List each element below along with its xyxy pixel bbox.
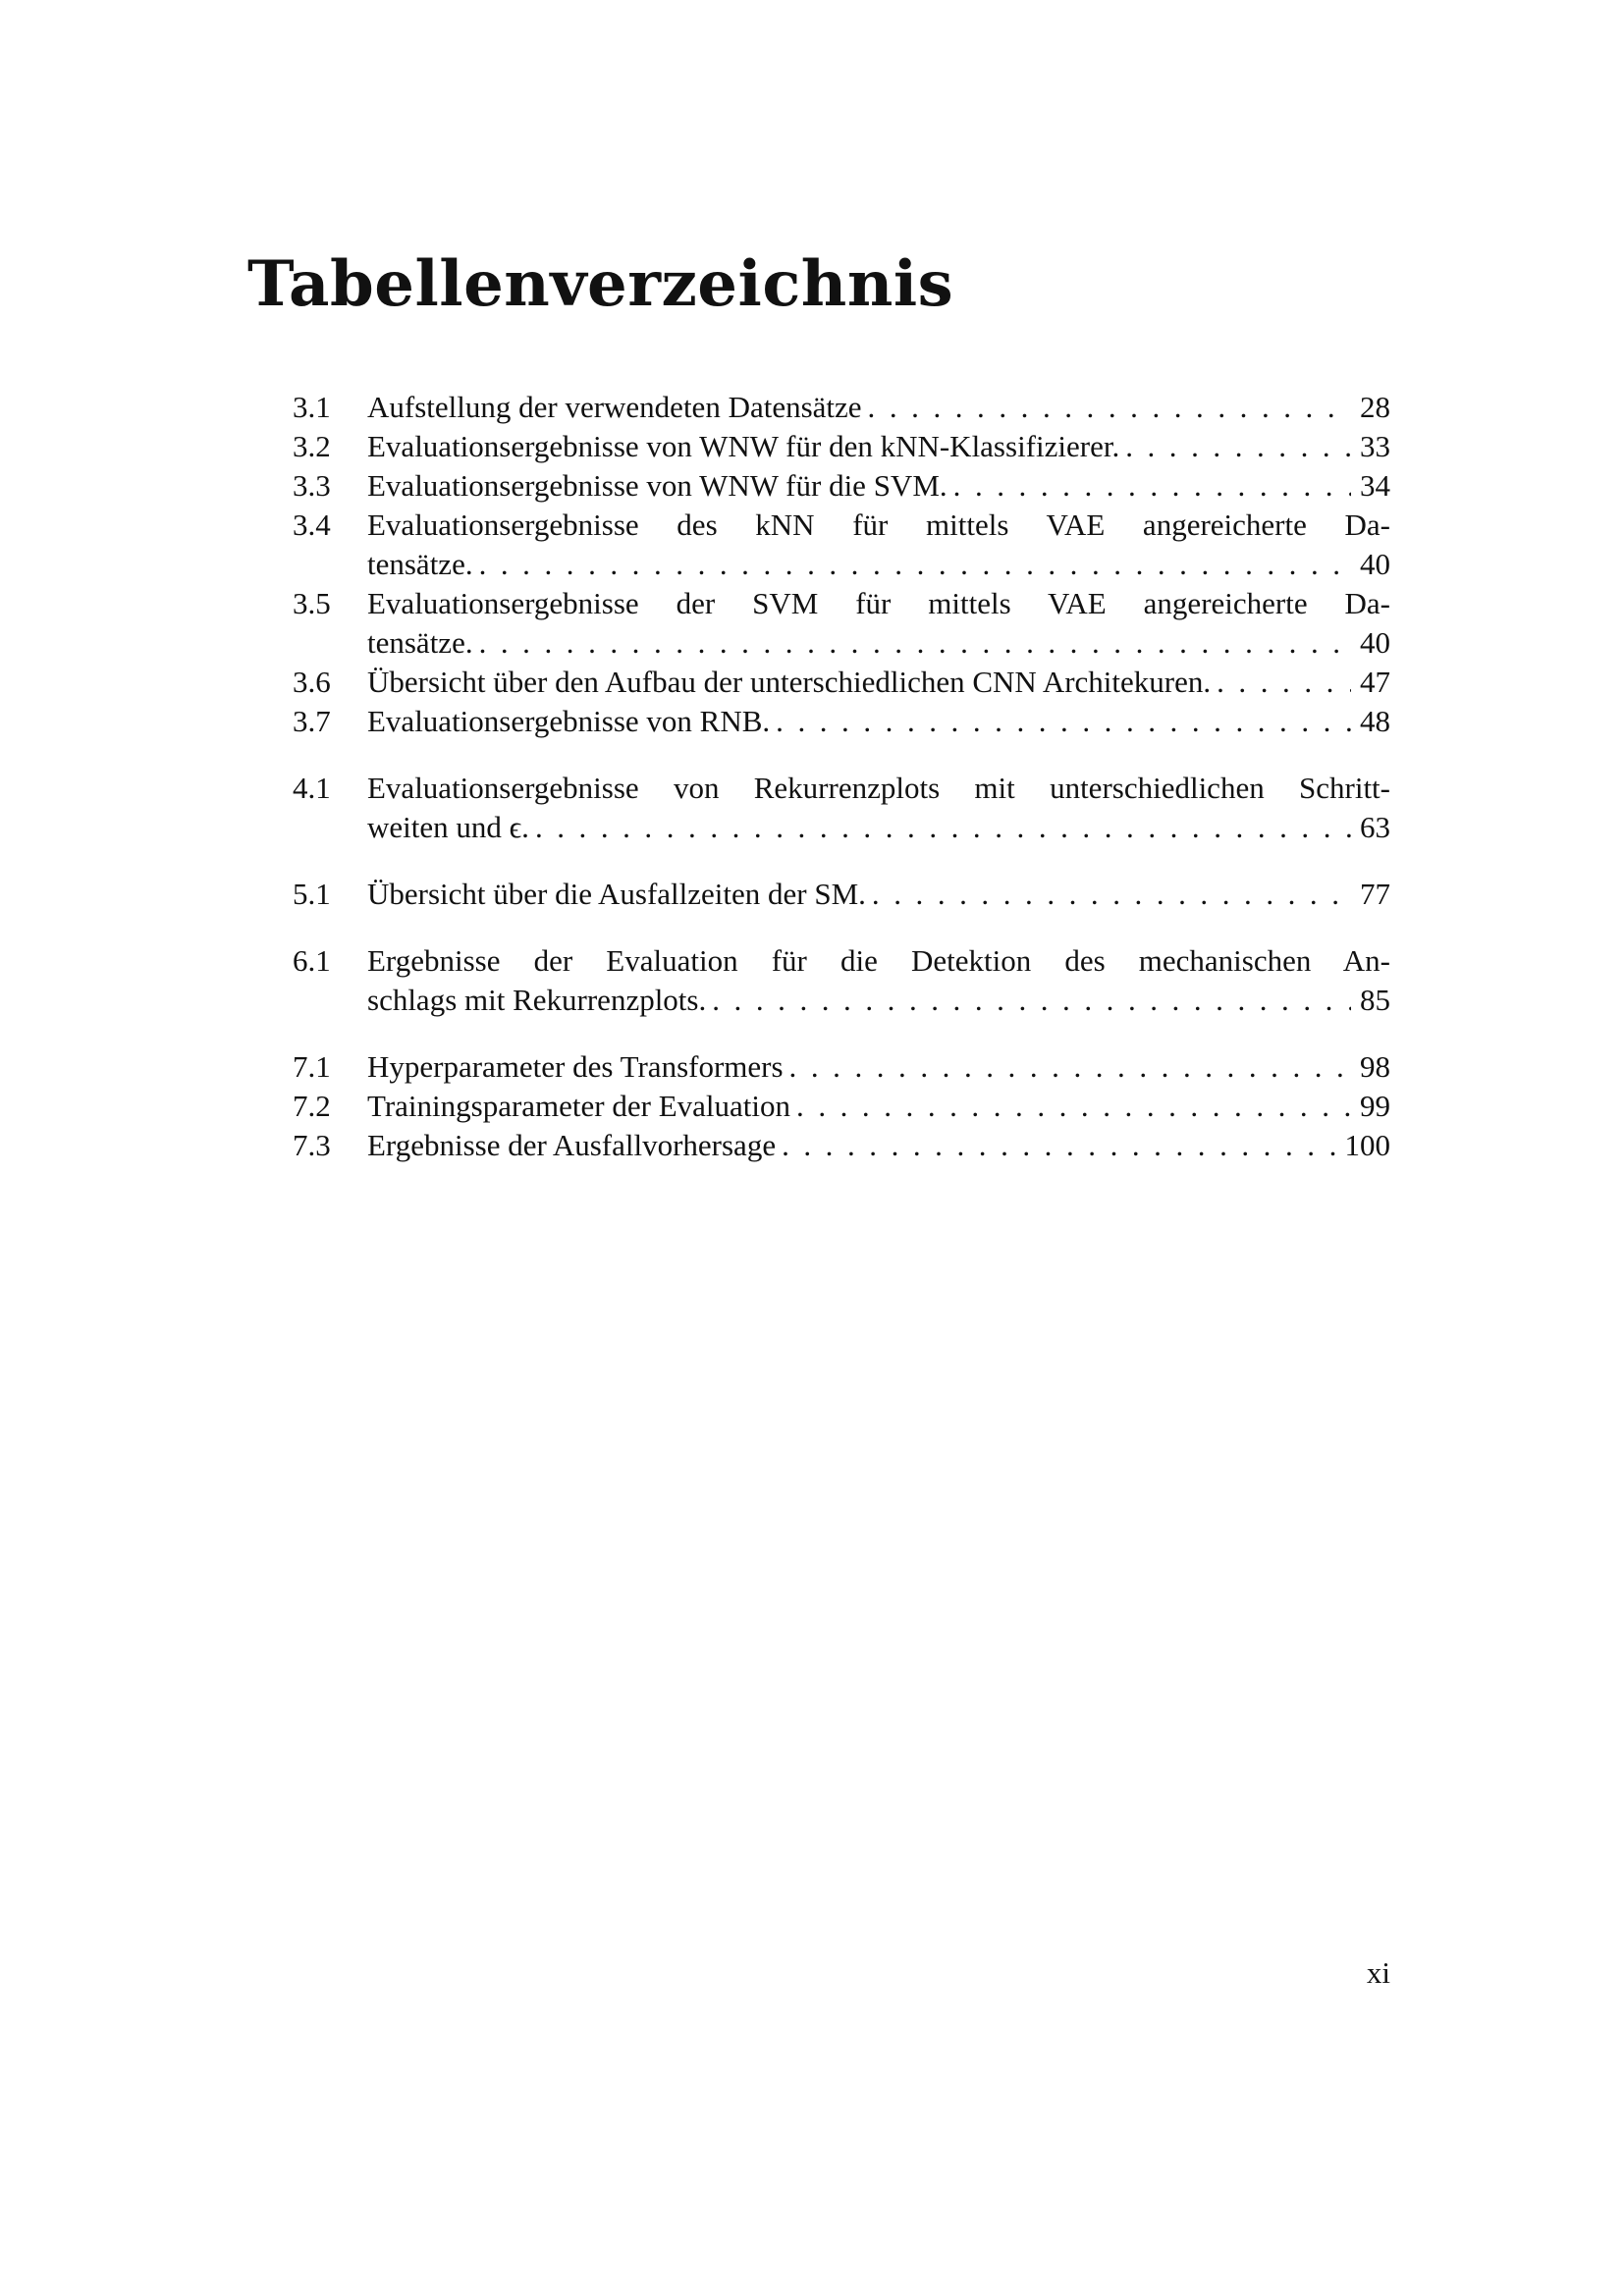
dot-leader	[796, 1087, 1351, 1126]
table-caption: tensätze.	[367, 547, 473, 581]
table-caption: Übersicht über die Ausfallzeiten der SM.	[367, 877, 866, 911]
table-caption: Evaluationsergebnisse der SVM für mittels VAE angereicherte Da-	[367, 586, 1390, 620]
table-caption: Übersicht über den Aufbau der unterschiedlichen CNN Architekuren.	[367, 665, 1212, 699]
table-number: 7.3	[293, 1128, 331, 1162]
toc-entry[interactable]	[293, 584, 1390, 663]
table-number: 7.2	[293, 1089, 331, 1123]
page-reference: 40	[1360, 625, 1390, 660]
toc-entry[interactable]	[293, 663, 1390, 702]
table-number: 3.3	[293, 468, 331, 503]
toc-entry[interactable]	[293, 388, 1390, 427]
table-number: 3.7	[293, 704, 331, 738]
list-of-tables	[293, 388, 1390, 1165]
toc-entry[interactable]	[293, 427, 1390, 466]
toc-entry[interactable]	[293, 506, 1390, 584]
page-reference: 47	[1360, 665, 1390, 699]
table-caption: Evaluationsergebnisse von WNW für den kNN-Klassifizierer.	[367, 429, 1120, 463]
table-number: 3.6	[293, 665, 331, 699]
table-caption: Evaluationsergebnisse von RNB.	[367, 704, 771, 738]
toc-entry[interactable]	[293, 769, 1390, 847]
table-number: 5.1	[293, 877, 331, 911]
table-caption: schlags mit Rekurrenzplots.	[367, 983, 707, 1017]
page-reference: 34	[1360, 468, 1390, 503]
page-reference: 85	[1360, 983, 1390, 1017]
toc-group	[293, 388, 1390, 741]
toc-group	[293, 941, 1390, 1020]
page-title: Tabellenverzeichnis	[247, 247, 954, 321]
page-number: xi	[1366, 1955, 1390, 1990]
toc-group	[293, 1047, 1390, 1165]
table-caption: weiten und ϵ.	[367, 810, 529, 844]
page-reference: 77	[1360, 877, 1390, 911]
table-caption: Evaluationsergebnisse von Rekurrenzplots mit unterschiedlichen Schritt-	[367, 771, 1390, 805]
toc-entry[interactable]	[293, 875, 1390, 914]
dot-leader	[953, 466, 1351, 506]
page-reference: 33	[1360, 429, 1390, 463]
page-reference: 99	[1360, 1089, 1390, 1123]
toc-entry[interactable]	[293, 941, 1390, 1020]
dot-leader	[1125, 427, 1351, 466]
toc-group	[293, 875, 1390, 914]
table-caption: tensätze.	[367, 625, 473, 660]
table-number: 6.1	[293, 943, 331, 978]
toc-entry[interactable]	[293, 1087, 1390, 1126]
page-reference: 28	[1360, 390, 1390, 424]
table-caption: Ergebnisse der Evaluation für die Detektion des mechanischen An-	[367, 943, 1390, 978]
dot-leader	[776, 702, 1351, 741]
dot-leader	[1217, 663, 1351, 702]
table-caption: Hyperparameter des Transformers	[367, 1049, 784, 1084]
page-reference: 98	[1360, 1049, 1390, 1084]
dot-leader	[868, 388, 1351, 427]
table-number: 3.2	[293, 429, 331, 463]
dot-leader	[479, 623, 1351, 663]
page-reference: 63	[1360, 810, 1390, 844]
page-reference: 40	[1360, 547, 1390, 581]
table-number: 3.4	[293, 507, 331, 542]
table-number: 3.5	[293, 586, 331, 620]
table-number: 7.1	[293, 1049, 331, 1084]
table-number: 3.1	[293, 390, 331, 424]
toc-entry[interactable]	[293, 1126, 1390, 1165]
page-reference: 48	[1360, 704, 1390, 738]
dot-leader	[782, 1126, 1338, 1165]
table-caption: Evaluationsergebnisse von WNW für die SVM.	[367, 468, 947, 503]
toc-group	[293, 769, 1390, 847]
page-reference: 100	[1344, 1128, 1390, 1162]
table-caption: Trainingsparameter der Evaluation	[367, 1089, 791, 1123]
table-caption: Ergebnisse der Ausfallvorhersage	[367, 1128, 777, 1162]
table-number: 4.1	[293, 771, 331, 805]
dot-leader	[479, 545, 1351, 584]
dot-leader	[712, 981, 1351, 1020]
dot-leader	[535, 808, 1351, 847]
dot-leader	[872, 875, 1351, 914]
toc-entry[interactable]	[293, 702, 1390, 741]
table-caption: Aufstellung der verwendeten Datensätze	[367, 390, 862, 424]
table-caption: Evaluationsergebnisse des kNN für mittels VAE angereicherte Da-	[367, 507, 1390, 542]
toc-entry[interactable]	[293, 466, 1390, 506]
toc-entry[interactable]	[293, 1047, 1390, 1087]
dot-leader	[789, 1047, 1351, 1087]
